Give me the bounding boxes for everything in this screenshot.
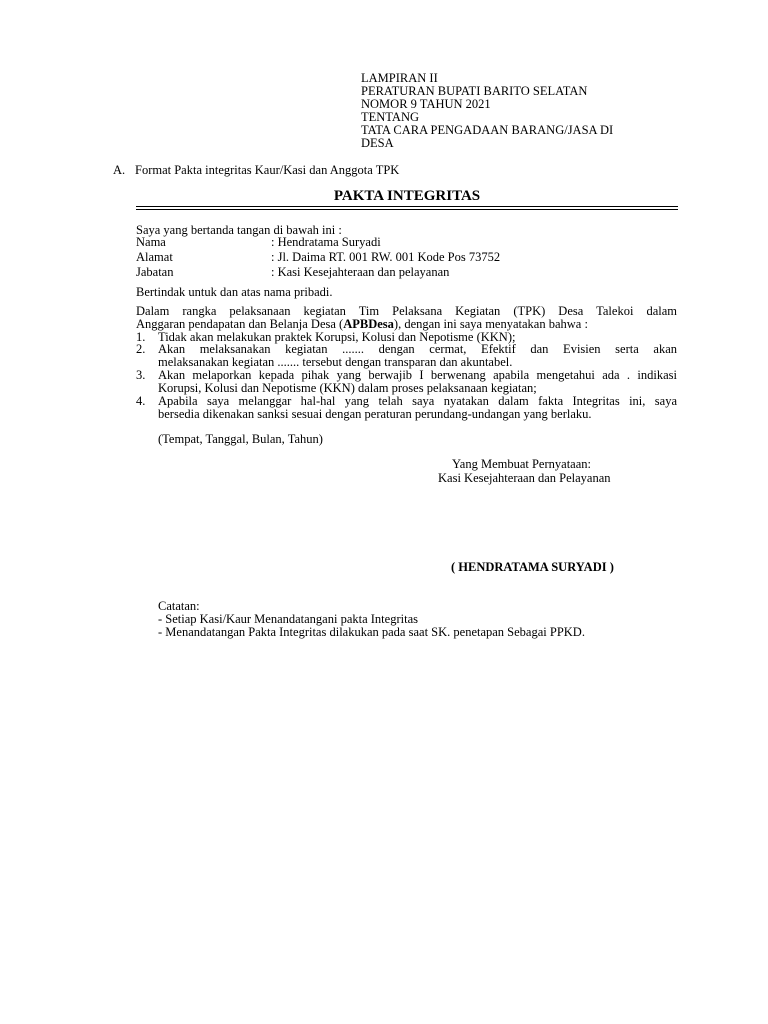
document-title: PAKTA INTEGRITAS — [333, 188, 481, 204]
declaration-paragraph — [136, 305, 677, 331]
header-line: NOMOR 9 TAHUN 2021 — [361, 97, 491, 111]
list-number: 4. — [136, 394, 146, 408]
identity-key: Nama — [136, 235, 166, 249]
note-item: - Menandatangan Pakta Integritas dilakukan pada saat SK. penetapan Sebagai PPKD. — [158, 625, 585, 639]
identity-key: Alamat — [136, 250, 173, 264]
header-line: TENTANG — [361, 110, 420, 124]
list-number: 1. — [136, 330, 146, 344]
header-line: TATA CARA PENGADAAN BARANG/JASA DI — [361, 123, 614, 137]
title-rule-thick — [136, 206, 678, 207]
list-item — [136, 369, 677, 395]
list-number: 2. — [136, 342, 146, 356]
note-item: - Setiap Kasi/Kaur Menandatangani pakta Integritas — [158, 612, 418, 626]
apbdesa-term: APBDesa — [343, 317, 394, 331]
signature-position: Kasi Kesejahteraan dan Pelayanan — [438, 471, 611, 485]
title-rule-thin — [136, 209, 678, 210]
list-text: melaksanakan kegiatan ....... tersebut dengan transparan dan akuntabel. — [158, 355, 513, 369]
section-text: Format Pakta integritas Kaur/Kasi dan Anggota TPK — [135, 163, 400, 177]
list-text: Akan melaksanakan kegiatan ....... dengan cermat, Efektif dan Evisien serta akan — [158, 342, 677, 356]
list-item — [136, 343, 677, 369]
identity-value: : Jl. Daima RT. 001 RW. 001 Kode Pos 73752 — [271, 250, 501, 264]
list-text: Korupsi, Kolusi dan Nepotisme (KKN) dalam proses pelaksanaan kegiatan; — [158, 381, 537, 395]
place-date: (Tempat, Tanggal, Bulan, Tahun) — [158, 432, 323, 446]
intro-text: Saya yang bertanda tangan di bawah ini : — [136, 223, 342, 237]
identity-row-name — [136, 236, 381, 249]
list-text: Akan melaporkan kepada pihak yang berwajib I berwenang apabila mengetahui ada . indikasi — [158, 368, 677, 382]
list-text: Apabila saya melanggar hal-hal yang telah saya nyatakan dalam fakta Integritas ini, saya — [158, 394, 677, 408]
acting-statement: Bertindak untuk dan atas nama pribadi. — [136, 285, 333, 299]
list-item — [136, 395, 677, 421]
list-text: bersedia dikenakan sanksi sesuai dengan peraturan perundang-undangan yang berlaku. — [158, 407, 592, 421]
signature-caption: Yang Membuat Pernyataan: — [452, 457, 591, 471]
header-line: LAMPIRAN II — [361, 71, 438, 85]
list-text: Tidak akan melakukan praktek Korupsi, Kolusi dan Nepotisme (KKN); — [158, 330, 516, 344]
paragraph-line: Dalam rangka pelaksanaan kegiatan Tim Pelaksana Kegiatan (TPK) Desa Talekoi dalam — [136, 304, 677, 318]
list-number: 3. — [136, 368, 146, 382]
paragraph-text: ), dengan ini saya menyatakan bahwa : — [393, 317, 588, 331]
identity-value: : Kasi Kesejahteraan dan pelayanan — [271, 265, 450, 279]
section-heading — [113, 164, 399, 177]
notes-heading: Catatan: — [158, 599, 200, 613]
header-line: PERATURAN BUPATI BARITO SELATAN — [361, 84, 588, 98]
paragraph-text: Anggaran pendapatan dan Belanja Desa ( — [136, 317, 344, 331]
identity-row-position — [136, 266, 449, 279]
signatory-name: ( HENDRATAMA SURYADI ) — [451, 560, 614, 574]
section-label: A. — [113, 163, 126, 177]
notes-block — [158, 600, 585, 639]
identity-value: : Hendratama Suryadi — [271, 235, 381, 249]
header-line: DESA — [361, 136, 394, 150]
attachment-header — [361, 72, 661, 150]
identity-row-address — [136, 251, 500, 264]
identity-key: Jabatan — [136, 265, 174, 279]
